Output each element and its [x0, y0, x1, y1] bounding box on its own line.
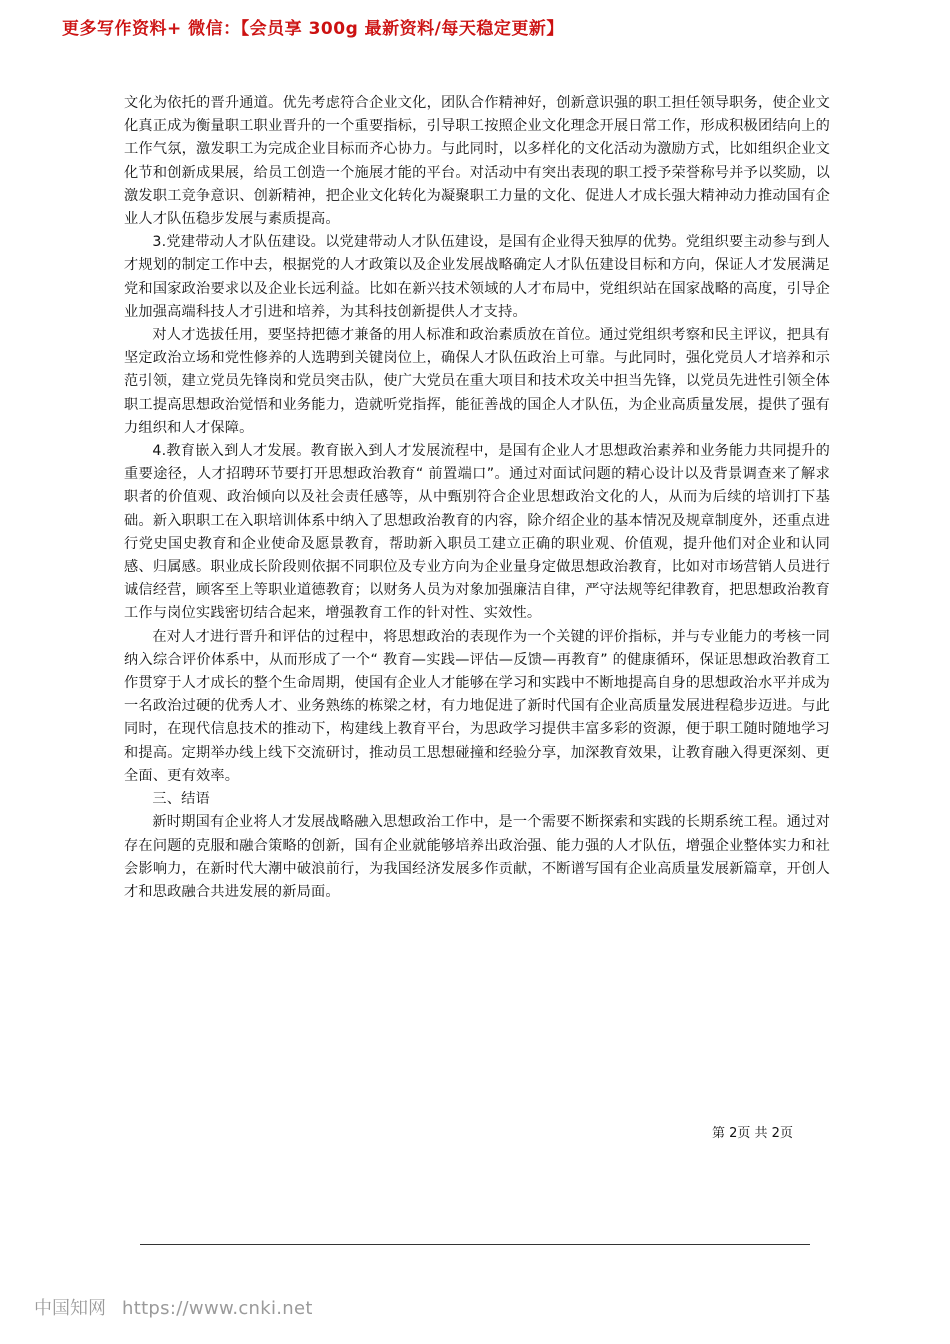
cnki-watermark [34, 1294, 313, 1320]
footer-divider [140, 1244, 810, 1245]
article-body [124, 92, 830, 904]
page-number: 第 2页 共 2页 [712, 1126, 793, 1141]
paragraph-party-building: 3.党建带动人才队伍建设。以党建带动人才队伍建设，是国有企业得天独厚的优势。党组织要主动参与到人才规划的制定工作中去，根据党的人才政策以及企业发展战略确定人才队伍建设目标和方向，保证人才发展满足党和国家政治要求以及企业长远利益。比如在新兴技术领域的人才布局中，党组织站在国家战略的高度，引导企业加强高端科技人才引进和培养，为其科技创新提供人才支持。 [124, 234, 830, 320]
paragraph-continuation: 文化为依托的晋升通道。优先考虑符合企业文化，团队合作精神好，创新意识强的职工担任领导职务，使企业文化真正成为衡量职工职业晋升的一个重要指标，引导职工按照企业文化理念开展日常工作，形成积极团结向上的工作气氛，激发职工为完成企业目标而齐心协力。与此同时，以多样化的文化活动为激励方式，比如组织企业文化节和创新成果展，给员工创造一个施展才能的平台。对活动中有突出表现的职工授予荣誉称号并予以奖励，以激发职工竞争意识、创新精神，把企业文化转化为凝聚职工力量的文化、促进人才成长强大精神动力推动国有企业人才队伍稳步发展与素质提高。 [124, 95, 830, 228]
watermark-name: 中国知网 [34, 1298, 106, 1319]
paragraph-education-embedding: 4.教育嵌入到人才发展。教育嵌入到人才发展流程中，是国有企业人才思想政治素养和业务能力共同提升的重要途径，人才招聘环节要打开思想政治教育“ 前置端口”。通过对面试问题的精心设计以及背景调查来了解求职者的价值观、政治倾向以及社会责任感等，从中甄别符合企业思想政治文化的人，从而为后续的培训打下基础。新入职职工在入职培训体系中纳入了思想政治教育的内容，除介绍企业的基本情况及规章制度外，还重点进行党史国史教育和企业使命及愿景教育，帮助新入职员工建立正确的职业观、价值观，提升他们对企业和认同感、归属感。职业成长阶段则依据不同职位及专业方向为企业量身定做思想政治教育，比如对市场营销人员进行诚信经营，顾客至上等职业道德教育；以财务人员为对象加强廉洁自律，严守法规等纪律教育，把思想政治教育工作与岗位实践密切结合起来，增强教育工作的针对性、实效性。 [124, 443, 830, 622]
section-heading-conclusion: 三、结语 [152, 791, 210, 808]
paragraph-talent-selection: 对人才选拔任用，要坚持把德才兼备的用人标准和政治素质放在首位。通过党组织考察和民主评议，把具有坚定政治立场和党性修养的人选聘到关键岗位上，确保人才队伍政治上可靠。与此同时，强化党员人才培养和示范引领，建立党员先锋岗和党员突击队，使广大党员在重大项目和技术攻关中担当先锋，以党员先进性引领全体职工提高思想政治觉悟和业务能力，造就听党指挥，能征善战的国企人才队伍，为企业高质量发展，提供了强有力组织和人才保障。 [124, 327, 830, 436]
promo-banner: 更多写作资料+ 微信：【会员享 300g 最新资料/每天稳定更新】 [62, 19, 564, 39]
paragraph-evaluation: 在对人才进行晋升和评估的过程中，将思想政治的表现作为一个关键的评价指标，并与专业能力的考核一同纳入综合评价体系中，从而形成了一个“ 教育—实践—评估—反馈—再教育” 的健康循环，保证思想政治教育工作贯穿于人才成长的整个生命周期，使国有企业人才能够在学习和实践中不断地提高自身的思想政治水平并成为一名政治过硬的优秀人才、业务熟练的栋梁之材，有力地促进了新时代国有企业高质量发展进程稳步迈进。与此同时，在现代信息技术的推动下，构建线上教育平台，为思政学习提供丰富多彩的资源，便于职工随时随地学习和提高。定期举办线上线下交流研讨，推动员工思想碰撞和经验分享，加深教育效果，让教育融入得更深刻、更全面、更有效率。 [124, 628, 830, 784]
paragraph-conclusion: 新时期国有企业将人才发展战略融入思想政治工作中，是一个需要不断探索和实践的长期系统工程。通过对存在问题的克服和融合策略的创新，国有企业就能够培养出政治强、能力强的人才队伍，增强企业整体实力和社会影响力，在新时代大潮中破浪前行，为我国经济发展多作贡献，不断谱写国有企业高质量发展新篇章，开创人才和思政融合共进发展的新局面。 [124, 814, 830, 900]
watermark-url: https://www.cnki.net [122, 1298, 313, 1319]
